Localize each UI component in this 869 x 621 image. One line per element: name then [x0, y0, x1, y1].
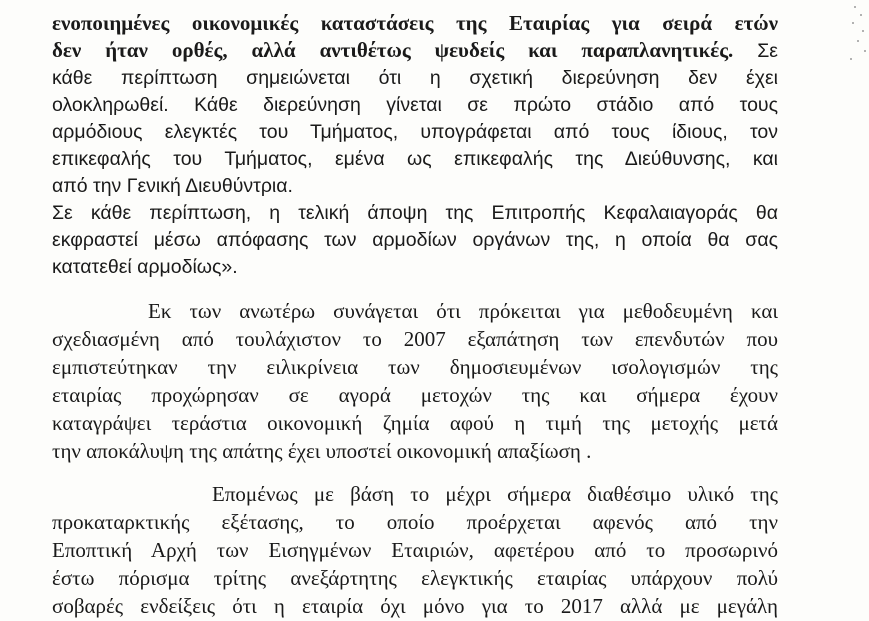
text-line: Εποπτική Αρχή των Εισηγμένων Εταιριών, αφετέρου από το προσωρινό [52, 538, 778, 562]
text-line: Εκ των ανωτέρω συνάγεται ότι πρόκειται για μεθοδευμένη και [148, 299, 778, 323]
text-line: καταγράψει τεράστια οικονομική ζημία αφού η τιμή της μετοχής μετά [52, 411, 778, 435]
text-line: εταιρίας προχώρησαν σε αγορά μετοχών της και σήμερα έχουν [52, 383, 778, 407]
text-line: Σε κάθε περίπτωση, η τελική άποψη της Επιτροπής Κεφαλαιαγοράς θα [52, 202, 778, 224]
text-line: επικεφαλής του Τμήματος, εμένα ως επικεφαλής της Διεύθυνσης, και [52, 148, 778, 170]
text-line: σχεδιασμένη από τουλάχιστον το 2007 εξαπάτηση των επενδυτών που [52, 327, 778, 351]
scan-speckle [824, 0, 869, 70]
text-line: ενοποιημένες οικονομικές καταστάσεις της Εταιρίας για σειρά ετών [52, 11, 778, 35]
text-line: ολοκληρωθεί. Κάθε διερεύνηση γίνεται σε πρώτο στάδιο από τους [52, 94, 778, 116]
text-line: εκφραστεί μέσω απόφασης των αρμοδίων οργάνων της, η οποία θα σας [52, 229, 778, 251]
text-line: σοβαρές ενδείξεις ότι η εταιρία όχι μόνο για το 2017 αλλά με μεγάλη [52, 594, 778, 618]
text-line: έστω πόρισμα τρίτης ανεξάρτητης ελεγκτικής εταιρίας υπάρχουν πολύ [52, 566, 778, 590]
inline-word: Σε [757, 40, 778, 62]
text-line: εμπιστεύτηκαν την ειλικρίνεια των δημοσιευμένων ισολογισμών της [52, 355, 778, 379]
text-line: κάθε περίπτωση σημειώνεται ότι η σχετική διερεύνηση δεν έχει [52, 67, 778, 89]
bold-phrase: δεν ήταν ορθές, αλλά αντιθέτως ψευδείς και παραπλανητικές. [52, 38, 734, 62]
text-line: την αποκάλυψη της απάτης έχει υποστεί οικονομική απαξίωση . [52, 439, 592, 463]
text-line [52, 37, 778, 65]
text-line: προκαταρκτικής εξέτασης, το οποίο προέρχεται αφενός από την [52, 510, 778, 534]
text-line: από την Γενική Διευθύντρια. [52, 175, 293, 197]
text-line: αρμόδιους ελεγκτές του Τμήματος, υπογράφεται από τους ίδιους, τον [52, 121, 778, 143]
text-line: Επομένως με βάση το μέχρι σήμερα διαθέσιμο υλικό της [212, 482, 778, 506]
text-line: κατατεθεί αρμοδίως». [52, 256, 238, 278]
